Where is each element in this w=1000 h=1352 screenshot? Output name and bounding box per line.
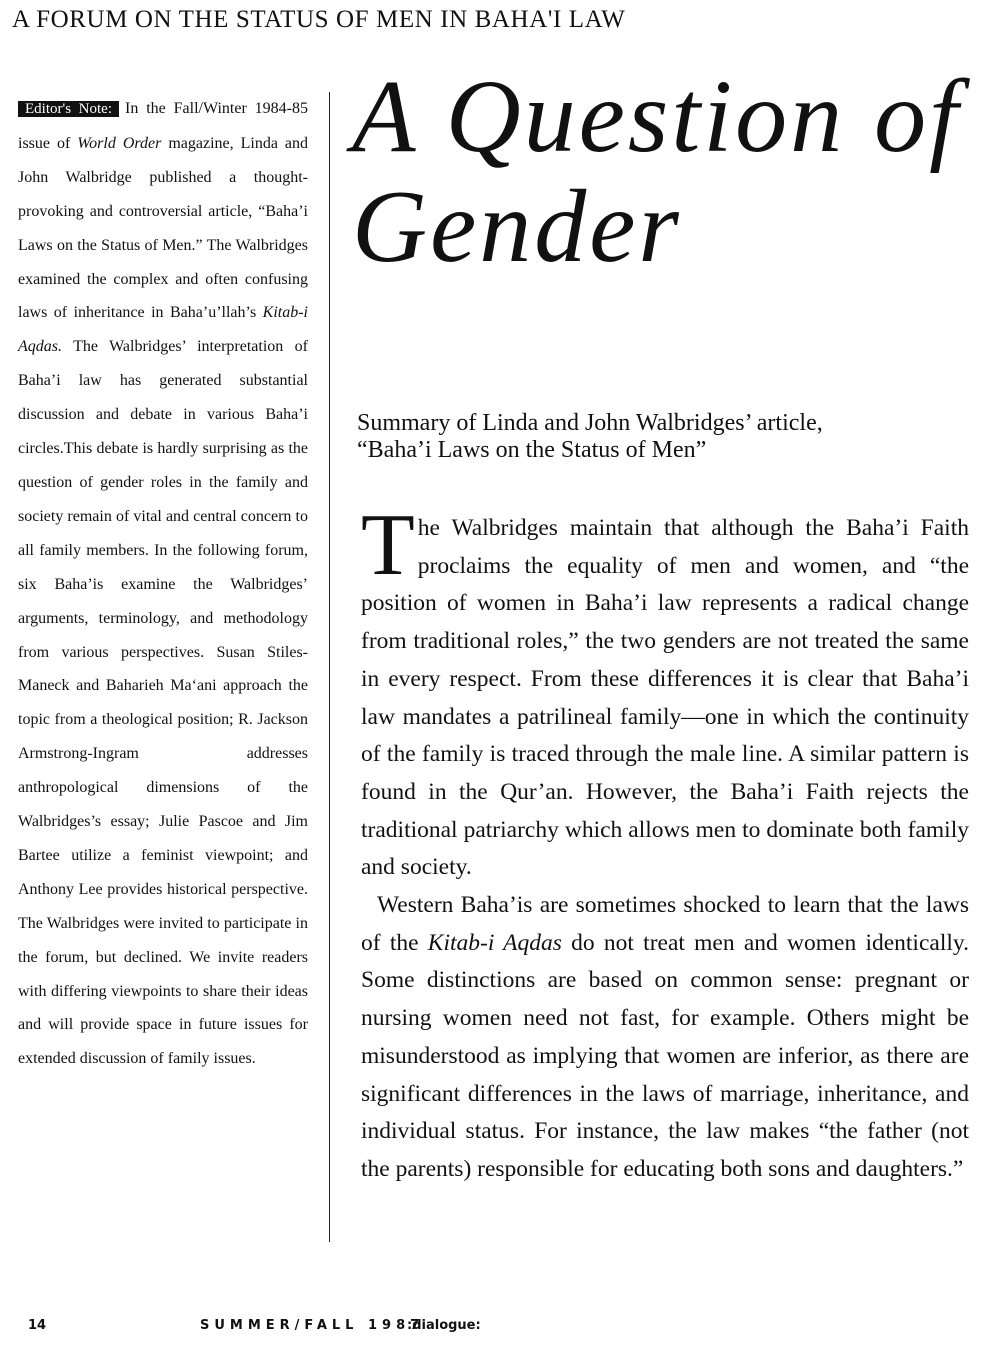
running-head: A FORUM ON THE STATUS OF MEN IN BAHA'I LAW <box>12 6 626 33</box>
page-footer <box>0 1318 1000 1342</box>
article-paragraph-2-text-a: Western Baha’is are sometimes shocked to learn that the laws of the <box>361 892 969 956</box>
issue-date: SUMMER/FALL 1987 <box>200 1318 425 1333</box>
article-paragraph-1-text: he Walbridges maintain that although the Baha’i Faith proclaims the equality of men and women, and “the position of women in Baha’i law represents a radical change from traditional roles,” the two genders are not treated the same in every respect. From these differences it is clear that Baha’i law mandates a patrilineal family—one in which the continuity of the family is traced through the male line. A similar pattern is found in the Qur’an. However, the Baha’i Faith rejects the traditional patriarchy which allows men to dominate both family and society. <box>361 515 969 881</box>
article-subtitle-line-1: Summary of Linda and John Walbridges’ article, <box>357 410 823 436</box>
article-paragraph-2-italic: Kitab-i Aqdas <box>427 929 562 956</box>
article-subtitle-line-2: “Baha’i Laws on the Status of Men” <box>357 437 707 463</box>
column-divider <box>329 92 330 1242</box>
editors-note-label: Editor's Note: <box>18 101 119 117</box>
page-number: 14 <box>28 1318 47 1333</box>
editors-note <box>18 92 308 1076</box>
article-title <box>352 59 992 284</box>
editors-note-text-2: magazine, Linda and John Walbridge published a thought-provoking and controversial article, “Baha’i Laws on the Status of Men.” The Walbridges examined the complex and often confusing laws of inheritance in Baha’u’llah’s <box>18 134 308 322</box>
article-title-line-1: A Question of <box>352 59 962 174</box>
article-paragraph-1 <box>361 497 969 887</box>
article-title-line-2: Gender <box>352 169 682 284</box>
editors-note-italic-1: World Order <box>77 134 162 152</box>
editors-note-text-3: The Walbridges’ interpretation of Baha’i law has generated substantial discussion and debate in various Baha’i circles.This debate is hardly surprising as the question of gender roles in the family and society remain of vital and central concern to all family members. In the following forum, six Baha’is examine the Walbridges’ arguments, terminology, and methodology from various perspectives. Susan Stiles-Maneck and Baharieh Ma‘ani approach the topic from a theological position; R. Jackson Armstrong-Ingram addresses anthropological dimensions of the Walbridges’s essay; Julie Pascoe and Jim Bartee utilize a feminist viewpoint; and Anthony Lee provides historical perspective. The Walbridges were invited to participate in the forum, but declined. We invite readers with differing viewpoints to share their ideas and will provide space in future issues for extended discussion of family issues. <box>18 338 308 1068</box>
editors-note-italic-2: Kitab-i Aqdas. <box>18 304 308 356</box>
article-body <box>361 497 969 1189</box>
article-subtitle <box>357 410 977 464</box>
article-paragraph-2-text-b: do not treat men and women identically. Some distinctions are based on common sense: pregnant or nursing women need not fast, for example. Others might be misunderstood as implying that women are inferior, as there are significant differences in the laws of marriage, inheritance, and individual status. For instance, the law makes “the father (not the parents) responsible for educating both sons and daughters.” <box>361 929 969 1182</box>
article-paragraph-2 <box>361 887 969 1189</box>
journal-name: :dialogue: <box>407 1318 481 1333</box>
editors-note-text-1: In the Fall/Winter 1984-85 issue of <box>18 100 308 152</box>
drop-cap: T <box>361 497 415 594</box>
